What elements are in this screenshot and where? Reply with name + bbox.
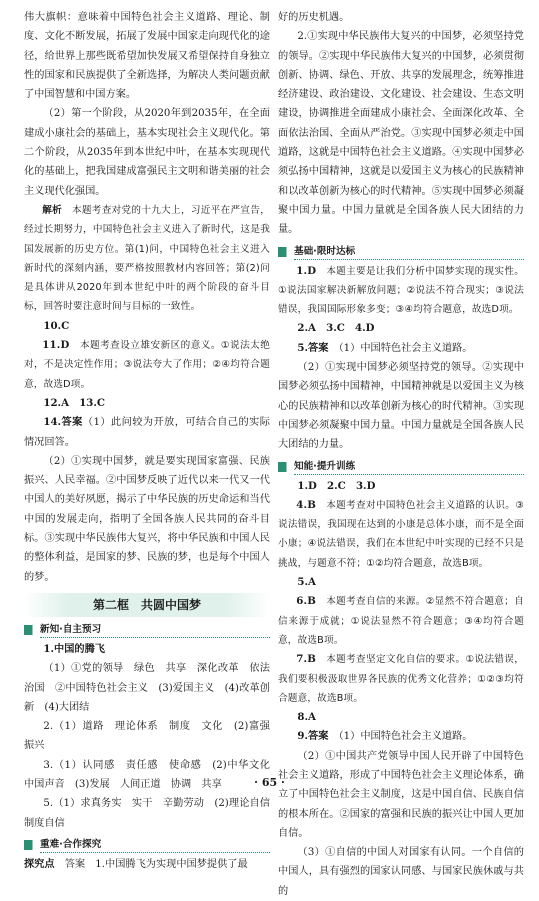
answer-item xyxy=(278,339,524,358)
answer-text: 本题考查设立雄安新区的意义。①说法太绝对，不是决定性作用；③说法夸大了作用；②④均符合题意，故选D项。 xyxy=(24,340,271,390)
left-column xyxy=(24,8,281,874)
list-item: 5.（1）求真务实 实干 辛勤劳动 (2)理论自信 制度自信 xyxy=(24,798,281,829)
answer-item xyxy=(24,336,270,394)
list-item: 2.（1）道路 理论体系 制度 文化 (2)富强 振兴 xyxy=(24,721,281,752)
answer-text: 本题考查对中国特色社会主义道路的认识。③说法错误，我国现在达到的小康是总体小康，而不是全面小康；④说法错误，我们在本世纪中叶实现的已经不只是挑战，与题意不符；①②均符合题意，故选B项。 xyxy=(278,499,524,569)
answer-item: 10.C xyxy=(43,319,70,332)
paragraph: （2）①实现中国梦，就是要实现国家富强、民族振兴、人民幸福。②中国梦反映了近代以来一代又一代中国人的美好夙愿，揭示了中华民族的历史命运和当代中国的发展走向，指明了全国各族人民共同的奋斗目标。③实现中华民族伟大复兴，将中华民族和中国人民的整体利益，是国家的梦、民族的梦，也是每个中国人的梦。 xyxy=(24,455,270,583)
answer-text: 本题考查坚定文化自信的要求。①说法错误，我们要积极汲取世界各民族的优秀文化营养；①②③均符合题意，故选B项。 xyxy=(278,654,524,704)
paragraph: （3）①自信的中国人对国家有认同。一个自信的中国人，具有强烈的国家认同感、与国家民族休戚与共的 xyxy=(278,847,524,897)
answer-text: 答案 1.中国腾飞为实现中国梦提供了最 xyxy=(64,858,248,870)
paragraph: （2）①实现中国梦必须坚持党的领导。②实现中国梦必须弘扬中国精神，中国精神就是以爱国主义为核心的民族精神和以改革创新为核心的时代精神。③实现中国梦必须凝聚中国力量。中国力量就是全国各族人民大团结的力量。 xyxy=(278,362,524,451)
paragraph xyxy=(24,855,270,874)
answer-item xyxy=(278,262,524,320)
explanation-label: 解析 xyxy=(42,204,63,216)
explanation-text: 本题考查对党的十九大上，习近平在严宣告，经过长期努力，中国特色社会主义进入了新时代，这是我国发展新的历史方位。第(1)问，中国特色社会主义进入新时代的深刻内涵，要严格按照教材内容回答；第(2)问是具体讲从2020年到本世纪中叶的两个阶段的奋斗目标，回答时要注意时间与目标的一致性。 xyxy=(24,204,271,313)
answer-label: 7.B xyxy=(296,653,317,666)
paragraph: 好的历史机遇。 xyxy=(278,12,350,23)
answer-label: 11.D xyxy=(42,339,70,352)
page-number: · 65 · xyxy=(254,776,285,789)
answer-label: 5.答案 xyxy=(297,341,329,354)
paragraph: 伟大旗帜：意味着中国特色社会主义道路、理论、制度、文化不断发展，拓展了发展中国家走向现代化的途径，给世界上那些既希望加快发展又希望保持自身独立性的国家和民族提供了全新选择，为解决人类问题贡献了中国智慧和中国方案。 xyxy=(24,12,270,101)
answer-item xyxy=(278,727,524,746)
answer-label: 14.答案 xyxy=(43,416,83,429)
answer-text: （1）中国特色社会主义道路。 xyxy=(338,342,473,354)
answer-item xyxy=(278,496,524,573)
answer-text: （1）此问较为开放，可结合自己的实际情况回答。 xyxy=(24,417,270,448)
list-item: （1）①党的领导 绿色 共享 深化改革 依法治国 ②中国特色社会主义 (3)爱国主义 (4)改革创新 (4)大团结 xyxy=(24,663,270,713)
section-heading-label: 新知·自主预习 xyxy=(40,624,105,635)
right-column xyxy=(278,8,524,901)
answer-text: 本题主要是让我们分析中国梦实现的现实性。①说法国家解决新解放问题；②说法不符合现实；③说法错误，我国国际形象多变；③④均符合题意，故选D项。 xyxy=(278,265,525,316)
answer-label: 6.B xyxy=(296,595,317,608)
answer-text: （1）中国特色社会主义道路。 xyxy=(338,731,473,743)
paragraph: 2.①实现中华民族伟大复兴的中国梦，必须坚持党的领导。②实现中华民族伟大复兴的中国梦，必须贯彻创新、协调、绿色、开放、共享的发展理念，统筹推进经济建设、政治建设、文化建设、社会建设、生态文明建设，协调推进全面建成小康社会、全面深化改革、全面依法治国、全面从严治党。③实现中国梦必须走中国道路，这就是中国特色社会主义道路。④实现中国梦必须弘扬中国精神，这就是以爱国主义为核心的民族精神和以改革创新为核心的时代精神。⑤实现中国梦必须凝聚中国力量。中国力量就是全国各族人民大团结的力量。 xyxy=(278,31,524,236)
section-banner: 第二框 共圆中国梦 xyxy=(24,593,270,617)
section-heading-label: 重难·合作探究 xyxy=(40,839,105,850)
paragraph: （2）①中国共产党领导中国人民开辟了中国特色社会主义道路，形成了中国特色社会主义理论体系，确立了中国特色社会主义制度，这是中国自信、民族自信的根本所在。②国家的富强和民族的振兴让中国人更加自信。 xyxy=(278,750,524,839)
explanation xyxy=(24,201,270,317)
answer-item xyxy=(278,592,524,650)
answer-text: 本题考查自信的来源。②显然不符合题意；自信来源于成就；①说法显然不符合题意；③④均符合题意，故选B项。 xyxy=(278,596,524,646)
section-heading-label: 知能·提升训练 xyxy=(294,461,359,472)
paragraph: （2）第一个阶段，从2020年到2035年，在全面建成小康社会的基础上，基本实现社会主义现代化。第二个阶段，从2035年到本世纪中叶，在基本实现现代化的基础上，把我国建成富强民主文明和谐美丽的社会主义现代化强国。 xyxy=(24,108,270,197)
answer-label: 9.答案 xyxy=(297,730,329,743)
answer-item: 5.A xyxy=(297,576,316,589)
answer-label: 4.B xyxy=(296,498,317,511)
answer-item: 1.D 2.C 3.D xyxy=(297,479,376,492)
answer-label: 探究点 xyxy=(24,857,55,870)
answer-item: 2.A 3.C 4.D xyxy=(297,322,375,335)
list-item: 3.（1）认同感 责任感 使命感 (2)中华文化 中国声音 (3)发展 人间正道 协调 共享 xyxy=(24,759,281,790)
section-heading-label: 基础·限时达标 xyxy=(294,246,359,257)
section-heading xyxy=(278,458,524,476)
answer-item xyxy=(24,413,270,452)
section-heading xyxy=(24,621,270,639)
answer-item xyxy=(278,650,524,708)
answer-item: 8.A xyxy=(297,711,316,724)
section-heading xyxy=(278,243,524,261)
list-item: 1.中国的腾飞 xyxy=(43,642,105,655)
answer-item: 12.A 13.C xyxy=(43,396,106,409)
answer-label: 1.D xyxy=(296,264,317,277)
section-heading xyxy=(24,836,270,854)
